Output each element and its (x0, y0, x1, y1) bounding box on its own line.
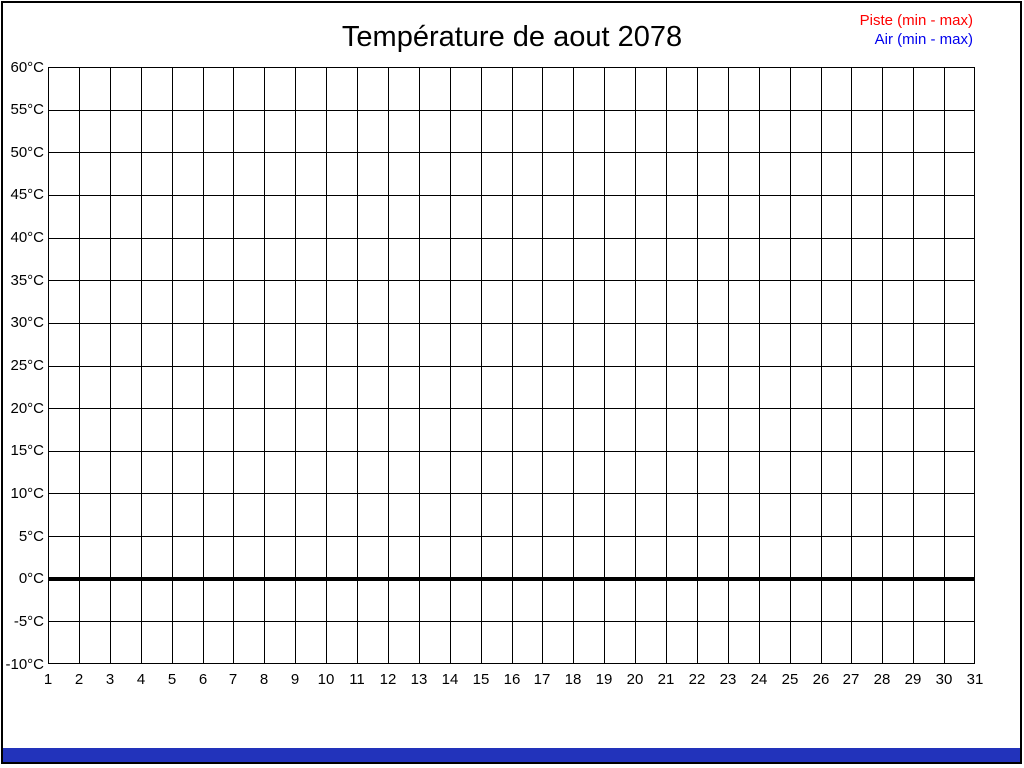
x-tick-label: 8 (259, 671, 269, 688)
gridline-v (79, 68, 80, 663)
gridline-v (326, 68, 327, 663)
gridline-v (512, 68, 513, 663)
y-tick-label: 25°C (10, 357, 44, 374)
x-tick-label: 14 (441, 671, 459, 688)
y-tick-label: 15°C (10, 442, 44, 459)
x-tick-label: 21 (657, 671, 675, 688)
y-tick-label: -5°C (13, 613, 44, 630)
gridline-v (821, 68, 822, 663)
y-tick-label: 50°C (10, 144, 44, 161)
gridline-v (357, 68, 358, 663)
x-tick-label: 9 (290, 671, 300, 688)
gridline-v (141, 68, 142, 663)
gridline-v (172, 68, 173, 663)
x-tick-label: 18 (564, 671, 582, 688)
legend-item-air: Air (min - max) (874, 31, 973, 48)
gridline-v (697, 68, 698, 663)
footer-bar (3, 748, 1020, 762)
y-tick-label: 35°C (10, 272, 44, 289)
gridline-v (573, 68, 574, 663)
gridline-v (450, 68, 451, 663)
gridline-v (233, 68, 234, 663)
x-tick-label: 12 (379, 671, 397, 688)
gridline-v (264, 68, 265, 663)
chart-title: Température de aout 2078 (341, 21, 683, 53)
x-tick-label: 1 (43, 671, 53, 688)
x-tick-label: 20 (626, 671, 644, 688)
y-tick-label: -10°C (5, 656, 44, 673)
gridline-v (666, 68, 667, 663)
x-tick-label: 28 (873, 671, 891, 688)
x-tick-label: 24 (750, 671, 768, 688)
gridline-v (542, 68, 543, 663)
x-tick-label: 16 (503, 671, 521, 688)
gridline-v (790, 68, 791, 663)
x-tick-label: 7 (228, 671, 238, 688)
x-tick-label: 3 (105, 671, 115, 688)
gridline-v (851, 68, 852, 663)
gridline-v (295, 68, 296, 663)
gridline-v (388, 68, 389, 663)
x-tick-label: 22 (688, 671, 706, 688)
gridline-v (481, 68, 482, 663)
gridline-v (635, 68, 636, 663)
x-tick-label: 6 (198, 671, 208, 688)
x-tick-label: 17 (533, 671, 551, 688)
gridline-v (759, 68, 760, 663)
gridline-v (203, 68, 204, 663)
y-tick-label: 0°C (18, 570, 44, 587)
x-tick-label: 13 (410, 671, 428, 688)
x-tick-label: 23 (719, 671, 737, 688)
y-tick-label: 5°C (18, 528, 44, 545)
gridline-v (604, 68, 605, 663)
y-tick-label: 40°C (10, 229, 44, 246)
y-tick-label: 60°C (10, 59, 44, 76)
x-tick-label: 15 (472, 671, 490, 688)
x-tick-label: 31 (966, 671, 984, 688)
y-tick-label: 45°C (10, 186, 44, 203)
y-tick-label: 55°C (10, 101, 44, 118)
x-tick-label: 19 (595, 671, 613, 688)
y-tick-label: 30°C (10, 314, 44, 331)
x-tick-label: 30 (935, 671, 953, 688)
x-tick-label: 5 (167, 671, 177, 688)
x-tick-label: 26 (812, 671, 830, 688)
gridline-v (110, 68, 111, 663)
x-tick-label: 4 (136, 671, 146, 688)
y-tick-label: 10°C (10, 485, 44, 502)
x-tick-label: 10 (317, 671, 335, 688)
gridline-v (882, 68, 883, 663)
gridline-v (419, 68, 420, 663)
x-tick-label: 11 (349, 671, 365, 688)
legend-item-piste: Piste (min - max) (859, 12, 973, 29)
gridline-v (728, 68, 729, 663)
gridline-v (913, 68, 914, 663)
y-tick-label: 20°C (10, 400, 44, 417)
x-tick-label: 25 (781, 671, 799, 688)
x-tick-label: 2 (74, 671, 84, 688)
x-tick-label: 29 (904, 671, 922, 688)
plot-area (48, 67, 975, 664)
x-tick-label: 27 (842, 671, 860, 688)
gridline-v (944, 68, 945, 663)
legend (860, 11, 973, 49)
